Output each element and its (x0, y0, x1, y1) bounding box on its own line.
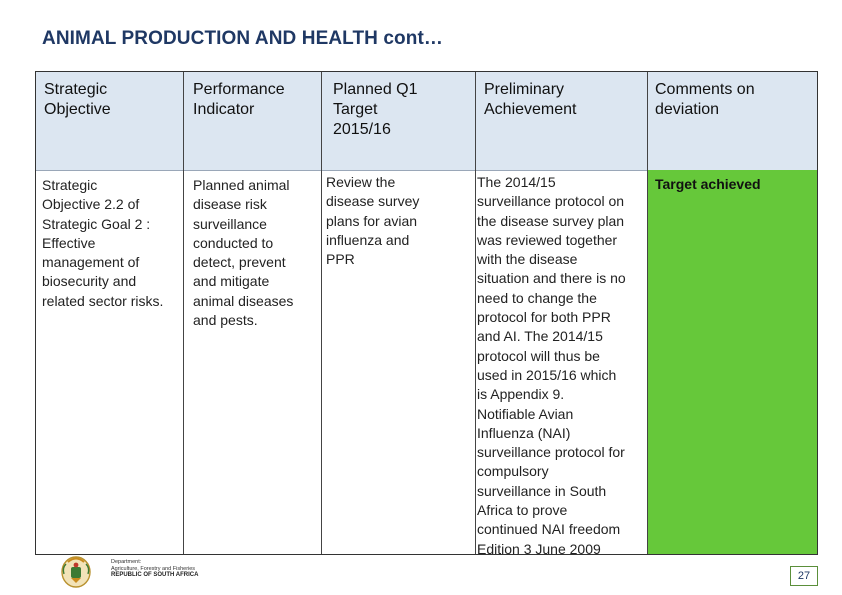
cell-line: influenza and (326, 231, 410, 248)
cell-line: continued NAI freedom (477, 521, 621, 538)
cell-line: the disease survey plan (477, 212, 625, 229)
header-line: Strategic (44, 81, 108, 98)
cell-line: situation and there is no (477, 270, 626, 287)
cell-line: with the disease (477, 251, 578, 268)
cell-line: biosecurity and (42, 273, 137, 290)
header-line: Comments on (655, 81, 755, 98)
cell-line: detect, prevent (193, 254, 286, 271)
header-planned-target (333, 80, 473, 140)
cell-line: disease survey (326, 193, 420, 210)
cell-line: related sector risks. (42, 292, 164, 309)
cell-line: Strategic (42, 177, 98, 193)
cell-line: Planned animal (193, 177, 290, 193)
cell-line: and AI. The 2014/15 (477, 328, 603, 345)
header-line: Achievement (484, 101, 577, 118)
header-line: Planned Q1 (333, 81, 418, 98)
cell-line: management of (42, 254, 140, 271)
header-line: Preliminary (484, 81, 565, 98)
cell-line: need to change the (477, 289, 597, 306)
cell-line: Objective 2.2 of (42, 196, 140, 213)
cell-line: protocol will thus be (477, 347, 600, 364)
header-preliminary-achievement (484, 80, 644, 120)
cell-line: surveillance protocol for (477, 444, 625, 461)
page-number: 27 (790, 566, 818, 586)
cell-line: is Appendix 9. (477, 386, 565, 403)
header-line: 2015/16 (333, 121, 391, 138)
department-name (111, 559, 198, 579)
cell-line: Review the (326, 174, 396, 190)
cell-line: used in 2015/16 which (477, 366, 617, 383)
cell-line: and mitigate (193, 273, 270, 290)
column-divider (183, 72, 184, 554)
cell-preliminary-achievement (477, 173, 647, 559)
cell-line: surveillance (193, 215, 267, 232)
header-line: deviation (655, 101, 720, 118)
cell-line: Edition 3 June 2009 (477, 540, 601, 557)
cell-line: Africa to prove (477, 502, 568, 519)
cell-line: The 2014/15 (477, 174, 556, 190)
column-divider (321, 72, 322, 554)
header-line: Performance (193, 81, 285, 98)
cell-comments-status: Target achieved (655, 176, 761, 192)
comment-status-cell (648, 170, 817, 554)
header-line: Target (333, 101, 378, 118)
slide-title: ANIMAL PRODUCTION AND HEALTH cont… (42, 28, 443, 49)
coat-of-arms-icon (59, 554, 93, 588)
cell-line: Notifiable Avian (477, 405, 574, 422)
cell-line: compulsory (477, 463, 549, 480)
cell-strategic-objective (42, 176, 182, 311)
cell-line: Effective (42, 234, 96, 251)
cell-performance-indicator (193, 176, 320, 330)
cell-line: protocol for both PPR (477, 309, 611, 326)
header-strategic-objective (44, 80, 179, 120)
cell-line: surveillance protocol on (477, 193, 625, 210)
cell-line: Strategic Goal 2 : (42, 215, 151, 232)
department-line: Department: (111, 559, 142, 565)
header-performance-indicator (193, 80, 318, 120)
cell-line: Influenza (NAI) (477, 424, 571, 441)
header-comments (655, 80, 815, 120)
header-line: Indicator (193, 101, 255, 118)
cell-planned-target (326, 173, 474, 269)
column-divider (647, 72, 648, 554)
cell-line: conducted to (193, 234, 274, 251)
cell-line: was reviewed together (477, 231, 618, 248)
cell-line: plans for avian (326, 212, 418, 229)
republic-label: REPUBLIC OF SOUTH AFRICA (111, 572, 199, 578)
header-line: Objective (44, 101, 111, 118)
column-divider (475, 72, 476, 554)
strategic-objectives-table (35, 71, 818, 555)
cell-line: animal diseases (193, 292, 294, 309)
cell-line: disease risk (193, 196, 267, 213)
department-logo (55, 554, 237, 590)
cell-line: and pests. (193, 312, 258, 329)
department-line: Agriculture, Forestry and Fisheries (111, 565, 196, 572)
cell-line: PPR (326, 251, 355, 268)
cell-line: surveillance in South (477, 482, 607, 499)
